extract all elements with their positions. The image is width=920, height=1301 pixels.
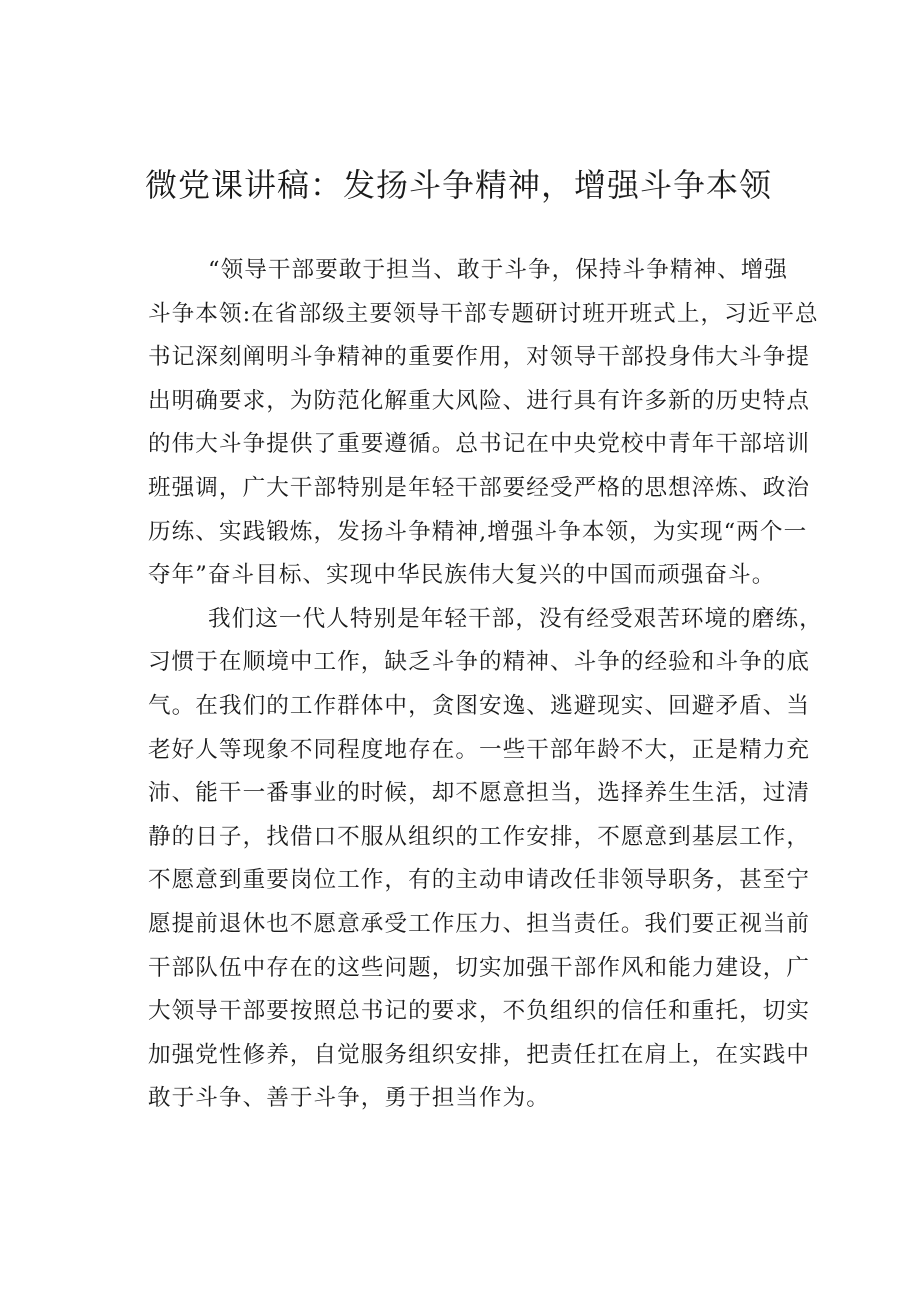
document-title: 微党课讲稿：发扬斗争精神，增强斗争本领 [145,166,773,204]
paragraph-line: 的伟大斗争提供了重要遵循。总书记在中央党校中青年干部培训 [148,431,811,458]
paragraph-line: 老好人等现象不同程度地存在。一些干部年龄不大，正是精力充 [148,736,811,763]
paragraph-line: “领导干部要敢于担当、敢于斗争，保持斗争精神、增强 [208,257,789,283]
paragraph-line: 气。在我们的工作群体中，贪图安逸、逃避现实、回避矛盾、当 [148,692,811,719]
paragraph-line: 不愿意到重要岗位工作，有的主动申请改任非领导职务，甚至宁 [148,867,811,894]
document-body [148,249,823,1121]
paragraph-line: 斗争本领:在省部级主要领导干部专题研讨班开班式上，习近平总 [148,300,819,327]
paragraph-2 [148,598,823,1121]
paragraph-line: 静的日子，找借口不服从组织的工作安排，不愿意到基层工作， [148,823,811,850]
paragraph-line: 班强调，广大干部特别是年轻干部要经受严格的思想淬炼、政治 [148,474,811,501]
paragraph-line: 书记深刻阐明斗争精神的重要作用，对领导干部投身伟大斗争提 [148,344,811,371]
paragraph-line: 历练、实践锻炼，发扬斗争精神,增强斗争本领，为实现“两个一 [148,518,808,545]
paragraph-line: 敢于斗争、善于斗争，勇于担当作为。 [148,1085,550,1112]
paragraph-line: 沛、能干一番事业的时候，却不愿意担当，选择养生生活，过清 [148,780,811,807]
paragraph-line: 干部队伍中存在的这些问题，切实加强干部作风和能力建设，广 [148,954,811,981]
paragraph-line: 愿提前退休也不愿意承受工作压力、担当责任。我们要正视当前 [148,910,811,937]
paragraph-line: 出明确要求，为防范化解重大风险、进行具有许多新的历史特点 [148,387,811,414]
paragraph-line: 夺年”奋斗目标、实现中华民族伟大复兴的中国而顽强奋斗。 [148,562,776,589]
paragraph-1 [148,249,819,598]
paragraph-line: 我们这一代人特别是年轻干部，没有经受艰苦环境的磨练， [208,605,823,632]
paragraph-line: 加强党性修养，自觉服务组织安排，把责任扛在肩上，在实践中 [148,1041,811,1068]
paragraph-line: 大领导干部要按照总书记的要求，不负组织的信任和重托，切实 [148,998,811,1025]
paragraph-line: 习惯于在顺境中工作，缺乏斗争的精神、斗争的经验和斗争的底 [148,649,811,676]
